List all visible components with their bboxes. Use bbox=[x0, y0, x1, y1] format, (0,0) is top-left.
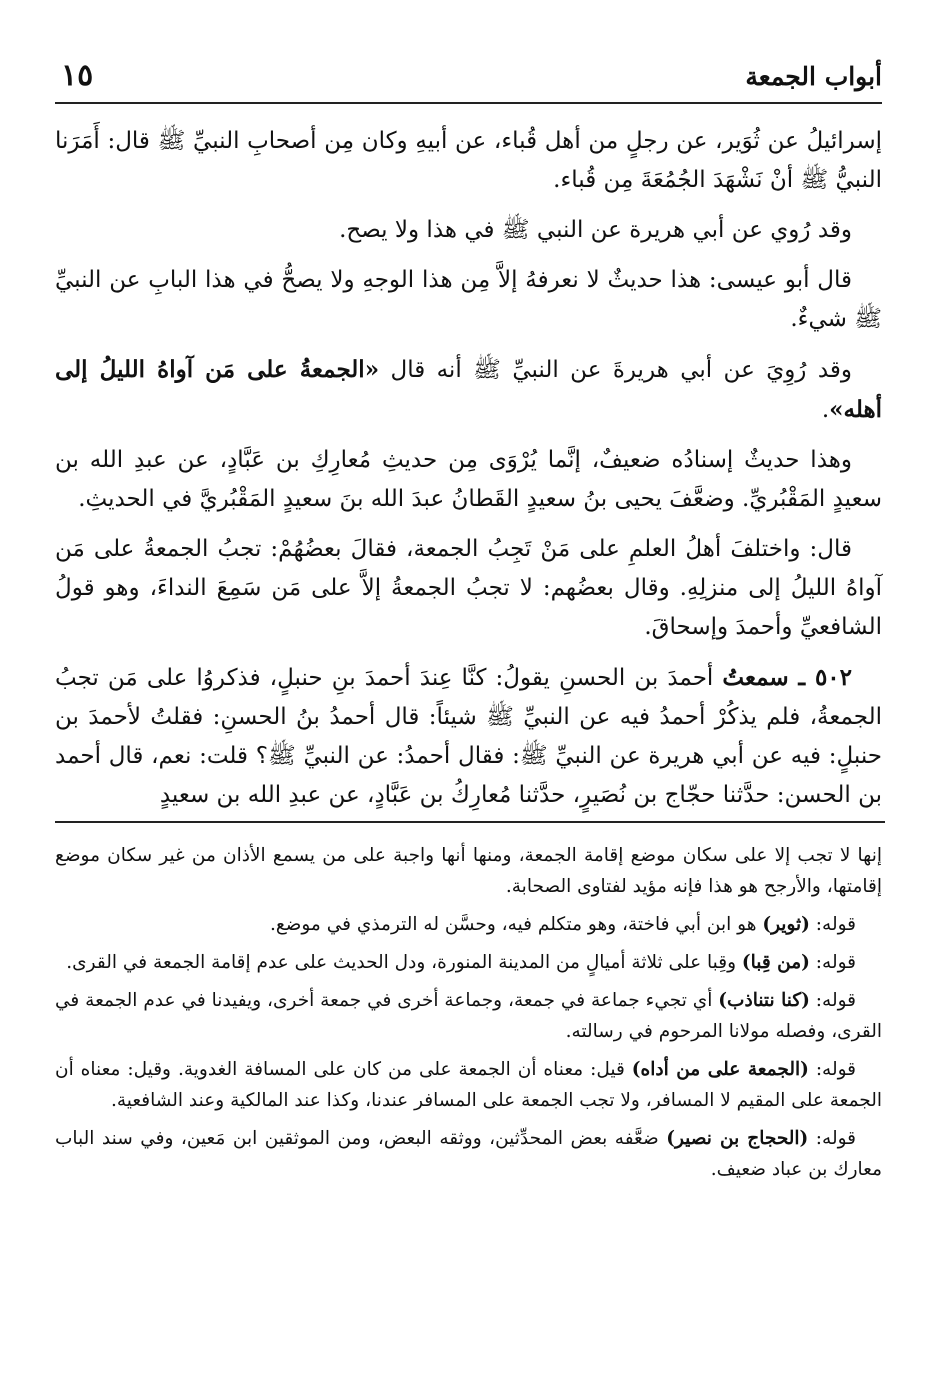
footnote bbox=[55, 909, 882, 940]
footnote: إنها لا تجب إلا على سكان موضع إقامة الجمعة، ومنها أنها واجبة على من يسمع الأذان من غير سكان موضع إقامتها، والأرجح هو هذا فإنه مؤيد لفتاوى الصحابة. bbox=[55, 845, 882, 897]
footnote-text: أي تجيء جماعة في جمعة، وجماعة أخرى في جمعة أخرى، ويفيدنا في عدم الجمعة في القرى، وفصله مولانا المرحوم في رسالته. bbox=[55, 990, 882, 1042]
paragraph: وقد رُوي عن أبي هريرة عن النبي ﷺ في هذا ولا يصح. bbox=[339, 217, 852, 243]
footnote bbox=[55, 1054, 882, 1116]
main-text bbox=[55, 122, 882, 826]
paragraph bbox=[55, 350, 882, 430]
footnote-text: قيل: معناه أن الجمعة على من كان على المسافة الغدوية. وقيل: معناه أن الجمعة على المقيم لا المسافر، ولا تجب الجمعة على المسافر عندنا، وكذا عند المالكية وعند الشافعية. bbox=[55, 1059, 882, 1111]
paragraph bbox=[55, 658, 882, 815]
chapter-title: أبواب الجمعة bbox=[745, 62, 882, 91]
footnote-term: (الحجاج بن نصير) bbox=[666, 1128, 809, 1149]
footnote-prefix: قوله: bbox=[808, 1059, 857, 1080]
footnote-prefix: قوله: bbox=[809, 914, 856, 935]
footnote-text: ضعَّفه بعض المحدِّثين، ووثقه البعض، ومن الموثقين ابن مَعين، وفي سند الباب معارك بن عباد ضعيف. bbox=[55, 1128, 882, 1180]
paragraph: وهذا حديثٌ إسنادُه ضعيفٌ، إنَّما يُرْوَى مِن حديثِ مُعارِكِ بن عَبَّادٍ، عن عبدِ الله بن سعيدٍ المَقْبُريِّ. وضعَّفَ يحيى بنُ سعيدٍ القَطانُ عبدَ الله بنَ سعيدٍ المَقْبُريَّ في الحديثِ. bbox=[55, 447, 882, 512]
page-number: ١٥ bbox=[61, 58, 94, 93]
page-header bbox=[55, 58, 882, 104]
paragraph: إسرائيلُ عن ثُوَير، عن رجلٍ من أهل قُباء، عن أبيهِ وكان مِن أصحابِ النبيِّ ﷺ قال: أَمَرَنا النبيُّ ﷺ أنْ نَشْهَدَ الجُمُعَةَ مِن قُباء. bbox=[55, 128, 882, 193]
footnote-term: (الجمعة على من أداه) bbox=[631, 1059, 809, 1080]
text-segment: أحمدَ بن الحسنِ يقولُ: كنَّا عِندَ أحمدَ بنِ حنبلٍ، فذكروُا على مَن تجبُ الجمعةُ، فلم يذكُرْ أحمدُ فيه عن النبيِّ ﷺ شيئاً: قال أحمدُ بنُ الحسنِ: فقلتُ لأحمدَ بن حنبلٍ: فيه عن أبي هريرة عن النبيِّ ﷺ: فقال أحمدُ: عن النبيِّ ﷺ؟ قلت: نعم، قال أحمد بن الحسن: حدَّثنا حجّاج بن نُصَيرٍ، حدَّثنا مُعارِكُ بن عَبَّادٍ، عن عبدِ الله بن سعيدٍ bbox=[55, 665, 882, 808]
footnote-prefix: قوله: bbox=[808, 1128, 856, 1149]
footnote-prefix: قوله: bbox=[809, 952, 856, 973]
footnote bbox=[55, 1123, 882, 1185]
footnote-text: هو ابن أبي فاختة، وهو متكلم فيه، وحسَّن له الترمذي في موضع. bbox=[269, 914, 763, 935]
footnote-term: (ثوير) bbox=[762, 914, 810, 935]
footnote-term: (من قِبا) bbox=[741, 952, 810, 973]
footnote-prefix: قوله: bbox=[809, 990, 856, 1011]
footnote-divider bbox=[55, 821, 885, 823]
footnotes bbox=[55, 840, 882, 1192]
text-segment: وقد رُوِيَ عن أبي هريرةَ عن النبيِّ ﷺ أنه قال bbox=[379, 357, 852, 383]
footnote-term: (كنا نتناذب) bbox=[718, 990, 810, 1011]
text-segment: . bbox=[821, 397, 830, 423]
footnote bbox=[55, 947, 882, 978]
footnote bbox=[55, 985, 882, 1047]
paragraph: قال أبو عيسى: هذا حديثٌ لا نعرفهُ إلاَّ مِن هذا الوجهِ ولا يصحُّ في هذا البابِ عن النبيِّ ﷺ شيءٌ. bbox=[55, 267, 882, 332]
paragraph: قال: واختلفَ أهلُ العلمِ على مَنْ تَجِبُ الجمعة، فقالَ بعضُهُمْ: تجبُ الجمعةُ على مَن آواهُ الليلُ إلى منزلِهِ. وقال بعضُهم: لا تجبُ الجمعةُ إلاَّ على مَن سَمِعَ النداءَ، وهو قولُ الشافعيِّ وأحمدَ وإسحاقَ. bbox=[55, 536, 882, 640]
hadith-quote: «الجمعةُ على مَن آواهُ الليلُ إلى أهله» bbox=[55, 356, 882, 423]
hadith-number: ٥٠٢ ـ سمعتُ bbox=[722, 664, 852, 691]
footnote-text: وقِبا على ثلاثة أميالٍ من المدينة المنورة، ودل الحديث على عدم إقامة الجمعة في القرى. bbox=[66, 952, 742, 973]
